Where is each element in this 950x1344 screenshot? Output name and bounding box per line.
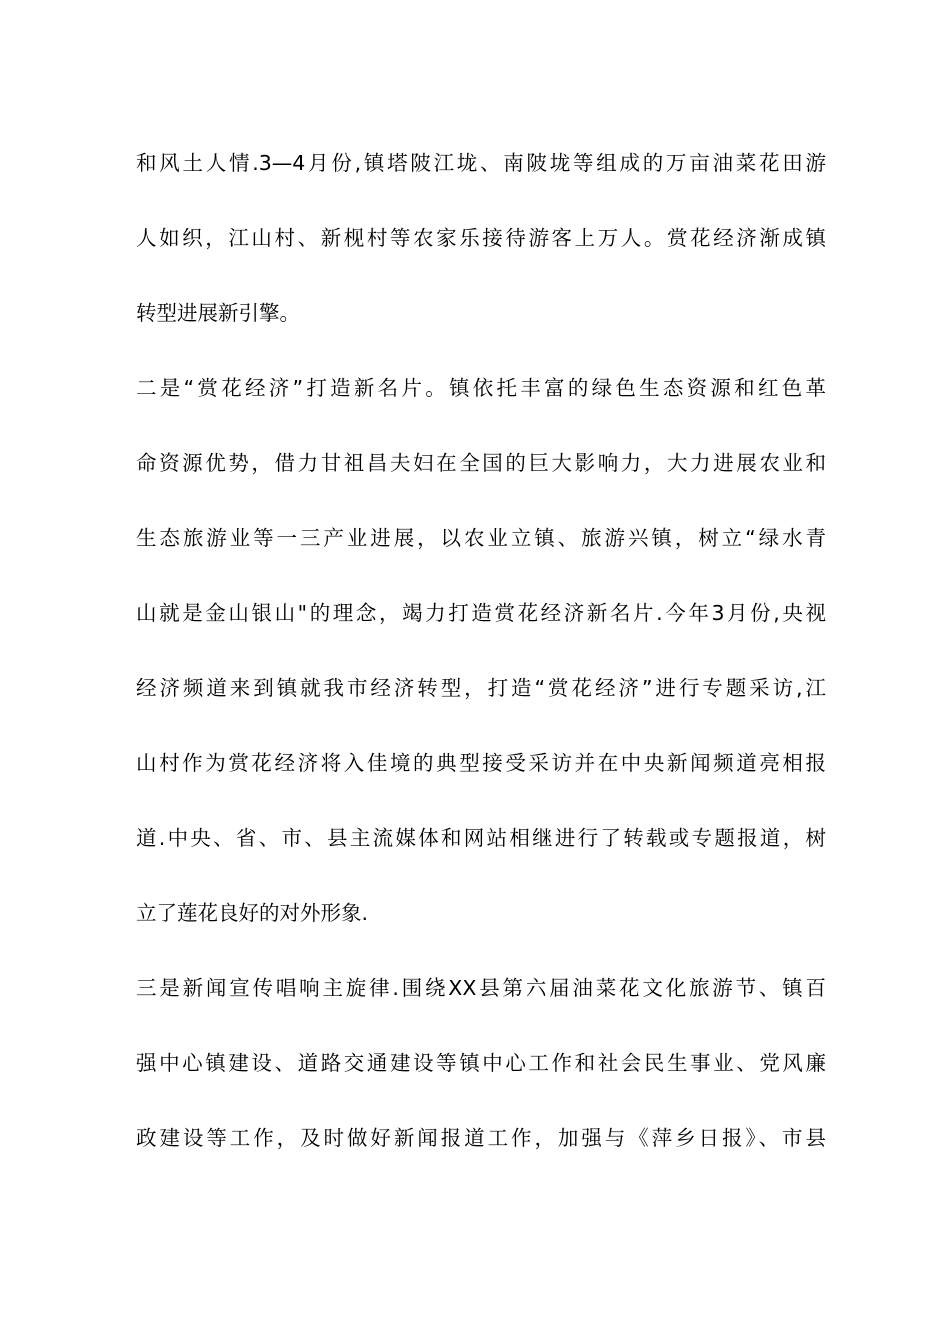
- text-line: 命资源优势，借力甘祖昌夫妇在全国的巨大影响力，大力进展农业和: [136, 451, 826, 475]
- text-line: 二是“赏花经济”打造新名片。镇依托丰富的绿色生态资源和红色革: [136, 376, 826, 400]
- text-line: 和风土人情.3—4月份,镇塔陂江垅、南陂垅等组成的万亩油菜花田游: [136, 151, 826, 175]
- text-line: 人如织，江山村、新枧村等农家乐接待游客上万人。赏花经济渐成镇: [136, 226, 826, 250]
- text-line: 经济频道来到镇就我市经济转型，打造“赏花经济”进行专题采访,江: [136, 676, 826, 700]
- text-line: 转型进展新引擎。: [136, 301, 300, 325]
- text-line: 三是新闻宣传唱响主旋律.围绕XX县第六届油菜花文化旅游节、镇百: [136, 976, 826, 1000]
- text-line: 山就是金山银山"的理念，竭力打造赏花经济新名片.今年3月份,央视: [136, 601, 826, 625]
- text-line: 立了莲花良好的对外形象.: [136, 901, 369, 925]
- text-line: 强中心镇建设、道路交通建设等镇中心工作和社会民生事业、党风廉: [136, 1051, 826, 1075]
- text-line: 道.中央、省、市、县主流媒体和网站相继进行了转载或专题报道，树: [136, 826, 826, 850]
- text-line: 生态旅游业等一三产业进展，以农业立镇、旅游兴镇，树立“绿水青: [136, 526, 826, 550]
- text-line: 政建设等工作，及时做好新闻报道工作，加强与《萍乡日报》、市县: [136, 1126, 826, 1150]
- text-line: 山村作为赏花经济将入佳境的典型接受采访并在中央新闻频道亮相报: [136, 751, 826, 775]
